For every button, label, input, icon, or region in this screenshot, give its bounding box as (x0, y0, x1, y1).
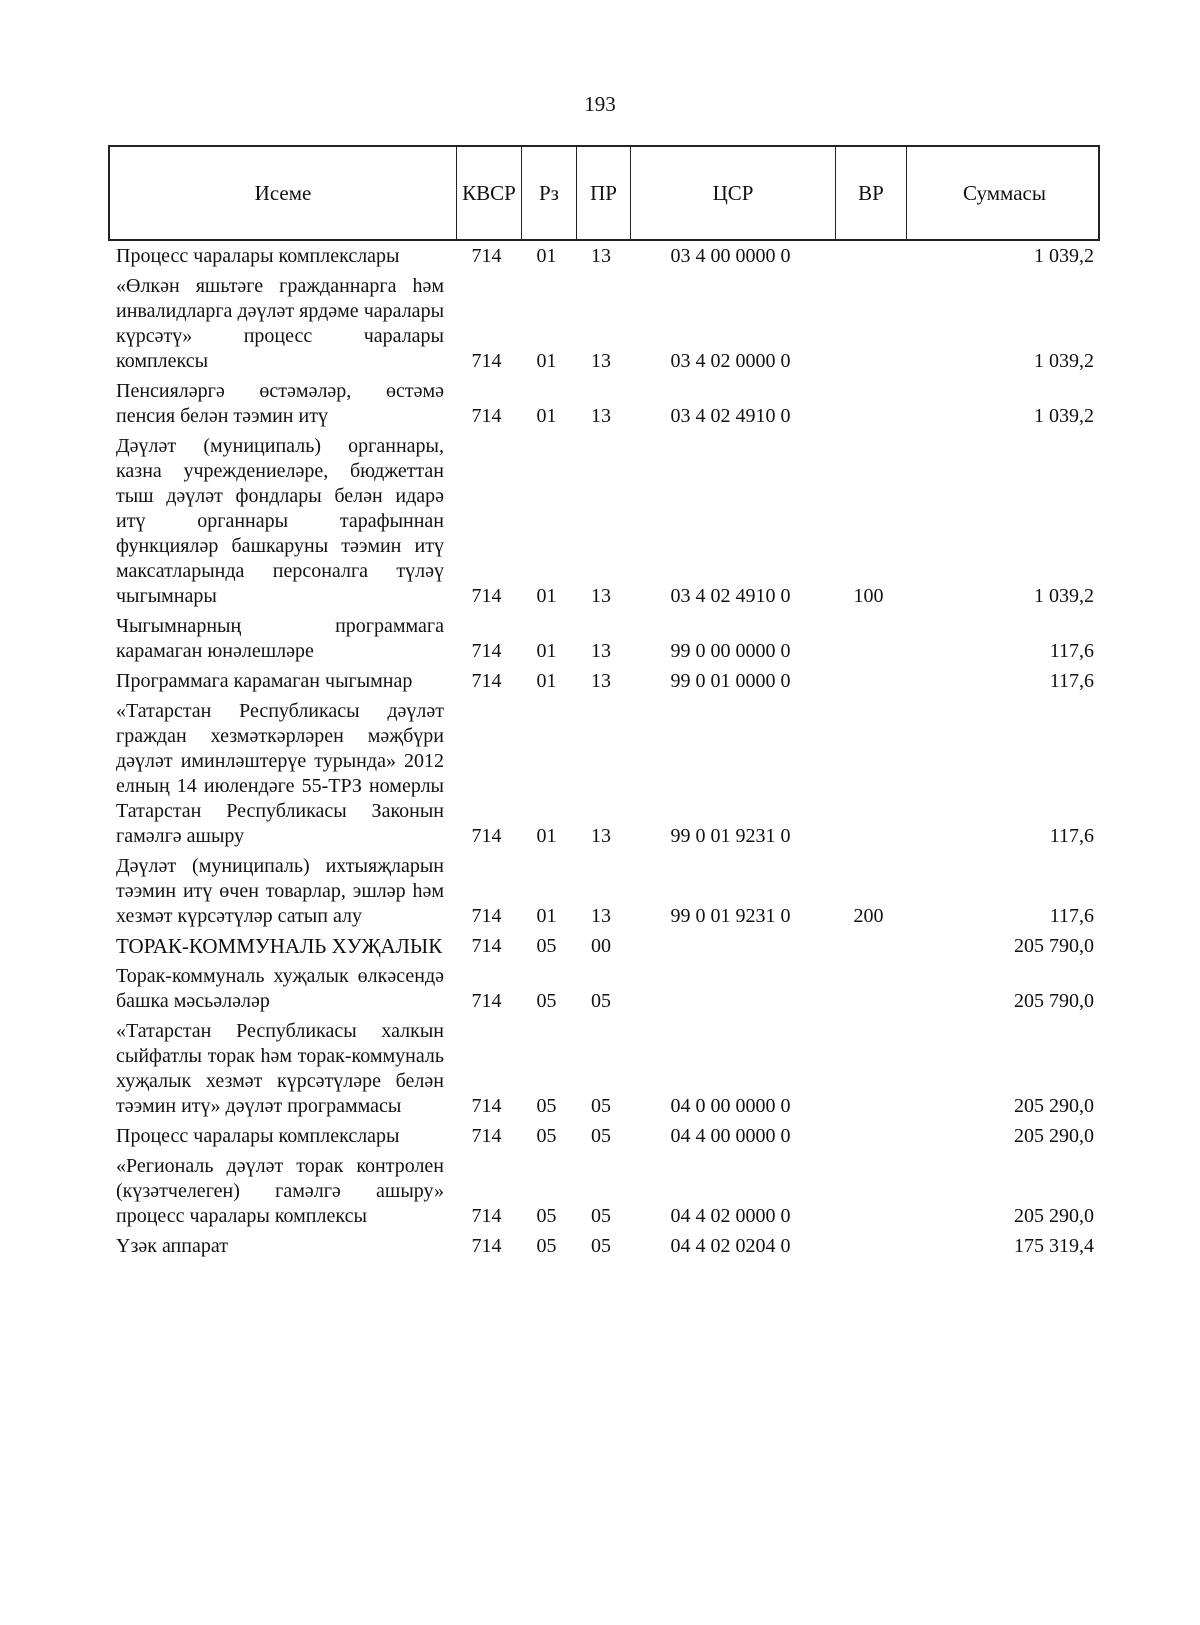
row-kvsr: 714 (471, 350, 502, 372)
row-sum: 117,6 (1049, 640, 1094, 662)
row-csr: 04 4 02 0000 0 (670, 1205, 791, 1227)
table-row (108, 614, 1100, 664)
row-vr: 100 (853, 585, 884, 607)
table-row (108, 669, 1100, 694)
row-name: «Региональ дәүләт торак контролен (күзәтчелеген) гамәлгә ашыру» процесс чаралары комплексы (116, 1155, 444, 1227)
row-csr: 04 4 02 0204 0 (670, 1235, 791, 1257)
row-csr: 03 4 02 4910 0 (670, 585, 791, 607)
table-body (108, 241, 1100, 1259)
row-pr: 13 (591, 825, 611, 847)
table-header (108, 145, 1100, 241)
row-pr: 05 (591, 1235, 611, 1257)
row-kvsr: 714 (471, 585, 502, 607)
row-rz: 01 (536, 905, 557, 927)
row-pr: 13 (591, 245, 611, 267)
header-csr: ЦСР (630, 147, 835, 239)
table-row (108, 964, 1100, 1014)
row-rz: 01 (536, 405, 557, 427)
row-kvsr: 714 (471, 1205, 502, 1227)
row-kvsr: 714 (471, 405, 502, 427)
row-rz: 05 (536, 1205, 557, 1227)
row-name: Үзәк аппарат (116, 1235, 228, 1257)
row-pr: 13 (591, 670, 611, 692)
row-rz: 05 (536, 1095, 557, 1117)
row-sum: 117,6 (1049, 670, 1094, 692)
row-sum: 205 790,0 (1014, 990, 1094, 1012)
row-kvsr: 714 (471, 1095, 502, 1117)
row-csr: 04 0 00 0000 0 (670, 1095, 791, 1117)
row-name: Процесс чаралары комплекслары (116, 245, 400, 267)
row-sum: 1 039,2 (1034, 350, 1094, 372)
row-rz: 05 (536, 935, 557, 957)
row-pr: 13 (591, 905, 611, 927)
row-kvsr: 714 (471, 905, 502, 927)
header-pr: ПР (576, 147, 630, 239)
row-kvsr: 714 (471, 1235, 502, 1257)
row-name: «Өлкән яшьтәге гражданнарга һәм инвалидларга дәүләт ярдәме чаралары күрсәтү» процесс чаралары комплексы (116, 275, 444, 372)
row-kvsr: 714 (471, 670, 502, 692)
row-csr: 99 0 01 0000 0 (670, 670, 791, 692)
page-number: 193 (584, 92, 616, 116)
row-sum: 205 790,0 (1014, 935, 1094, 957)
row-sum: 175 319,4 (1014, 1235, 1094, 1257)
row-sum: 205 290,0 (1014, 1125, 1094, 1147)
table-row (108, 1154, 1100, 1229)
row-rz: 01 (536, 585, 557, 607)
table-row (108, 244, 1100, 269)
row-kvsr: 714 (471, 640, 502, 662)
row-pr: 05 (591, 1095, 611, 1117)
row-rz: 05 (536, 1235, 557, 1257)
row-pr: 05 (591, 990, 611, 1012)
row-name: ТОРАК-КОММУНАЛЬ ХУҖАЛЫК (116, 934, 443, 958)
row-rz: 01 (536, 825, 557, 847)
row-rz: 01 (536, 350, 557, 372)
budget-table (108, 145, 1100, 1264)
row-csr: 99 0 00 0000 0 (670, 640, 791, 662)
header-name: Исеме (254, 180, 312, 205)
table-row (108, 854, 1100, 929)
header-sum: Суммасы (906, 147, 1102, 239)
row-pr: 13 (591, 350, 611, 372)
table-row (108, 1019, 1100, 1119)
row-pr: 00 (591, 935, 611, 957)
table-row (108, 699, 1100, 849)
row-sum: 117,6 (1049, 905, 1094, 927)
row-csr: 99 0 01 9231 0 (670, 825, 791, 847)
table-row (108, 934, 1100, 959)
row-rz: 01 (536, 640, 557, 662)
row-pr: 13 (591, 405, 611, 427)
row-name: «Татарстан Республикасы дәүләт граждан хезмәткәрләрен мәҗбүри дәүләт иминләштерүе турында» 2012 елның 14 июлендәге 55-ТРЗ номерлы Татарстан Республикасы Законын гамәлгә ашыру (116, 700, 444, 847)
header-vr: ВР (835, 147, 906, 239)
row-csr: 03 4 02 4910 0 (670, 405, 791, 427)
row-name: Торак-коммуналь хуҗалык өлкәсендә башка мәсьәләләр (116, 965, 444, 1012)
row-sum: 1 039,2 (1034, 585, 1094, 607)
row-pr: 13 (591, 640, 611, 662)
row-vr: 200 (853, 905, 884, 927)
row-name: Программага карамаган чыгымнар (116, 670, 413, 692)
row-sum: 1 039,2 (1034, 245, 1094, 267)
row-sum: 117,6 (1049, 825, 1094, 847)
header-kvsr: КВСР (456, 147, 521, 239)
row-name: «Татарстан Республикасы халкын сыйфатлы торак һәм торак-коммуналь хуҗалык хезмәт күрсәтүләре белән тәэмин итү» дәүләт программасы (116, 1020, 444, 1117)
header-rz: Рз (521, 147, 576, 239)
row-rz: 01 (536, 670, 557, 692)
row-csr: 04 4 00 0000 0 (670, 1125, 791, 1147)
row-rz: 05 (536, 990, 557, 1012)
row-sum: 205 290,0 (1014, 1205, 1094, 1227)
row-name: Пенсияләргә өстәмәләр, өстәмә пенсия белән тәэмин итү (116, 380, 444, 427)
table-row (108, 379, 1100, 429)
row-csr: 03 4 02 0000 0 (670, 350, 791, 372)
row-kvsr: 714 (471, 245, 502, 267)
row-rz: 01 (536, 245, 557, 267)
table-row (108, 1124, 1100, 1149)
table-row (108, 274, 1100, 374)
row-sum: 1 039,2 (1034, 405, 1094, 427)
row-name: Процесс чаралары комплекслары (116, 1125, 400, 1147)
row-rz: 05 (536, 1125, 557, 1147)
table-row (108, 1234, 1100, 1259)
row-pr: 05 (591, 1205, 611, 1227)
row-kvsr: 714 (471, 990, 502, 1012)
row-name: Чыгымнарның программага карамаган юнәлешләре (116, 615, 444, 662)
row-csr: 03 4 00 0000 0 (670, 245, 791, 267)
row-name: Дәүләт (муниципаль) органнары, казна учреждениеләре, бюджеттан тыш дәүләт фондлары белән идарә итү органнары тарафыннан функцияләр башкаруны тәэмин итү максатларында персоналга түләү чыгымнары (116, 435, 444, 607)
row-name: Дәүләт (муниципаль) ихтыяҗларын тәэмин итү өчен товарлар, эшләр һәм хезмәт күрсәтүләр сатып алу (116, 855, 444, 927)
row-pr: 05 (591, 1125, 611, 1147)
row-kvsr: 714 (471, 1125, 502, 1147)
row-pr: 13 (591, 585, 611, 607)
row-sum: 205 290,0 (1014, 1095, 1094, 1117)
row-csr: 99 0 01 9231 0 (670, 905, 791, 927)
row-kvsr: 714 (471, 935, 502, 957)
row-kvsr: 714 (471, 825, 502, 847)
table-row (108, 434, 1100, 609)
